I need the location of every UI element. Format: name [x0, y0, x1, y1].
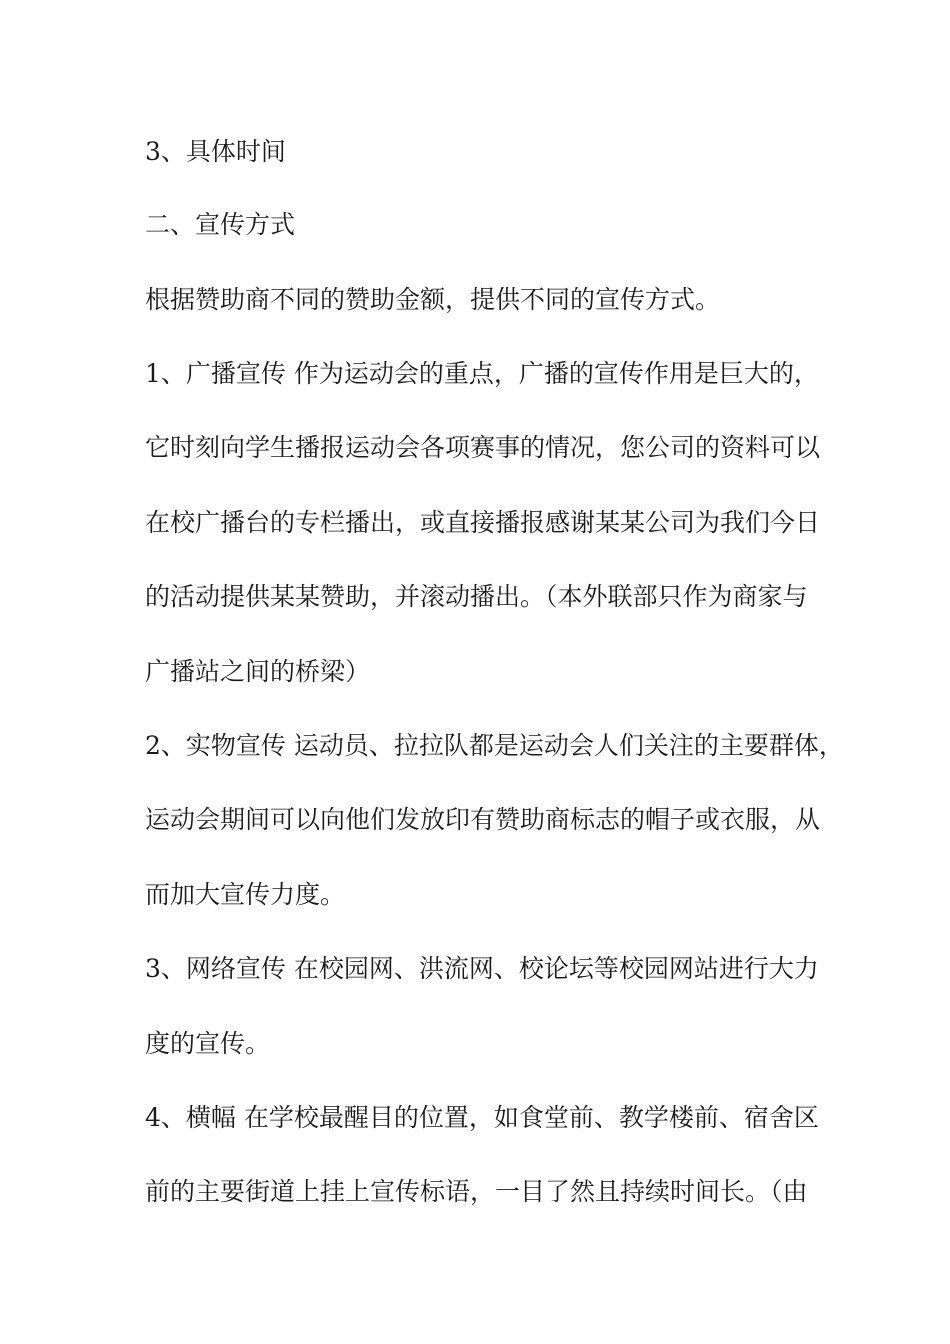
- paragraph-line: 而加大宣传力度。: [145, 880, 346, 909]
- paragraph-line: 的活动提供某某赞助，并滚动播出。（本外联部只作为商家与: [145, 582, 808, 611]
- paragraph-line: 它时刻向学生播报运动会各项赛事的情况，您公司的资料可以: [145, 433, 821, 462]
- section-heading-time: 3、具体时间: [145, 137, 286, 166]
- list-item-broadcast: 1、广播宣传 作为运动会的重点，广播的宣传作用是巨大的，: [145, 359, 819, 388]
- paragraph-line: 度的宣传。: [145, 1029, 271, 1058]
- paragraph-line: 运动会期间可以向他们发放印有赞助商标志的帽子或衣服，从: [145, 805, 821, 834]
- list-item-physical: 2、实物宣传 运动员、拉拉队都是运动会人们关注的主要群体，: [145, 731, 844, 760]
- list-item-network: 3、网络宣传 在校园网、洪流网、校论坛等校园网站进行大力: [145, 954, 819, 983]
- paragraph-line: 在校广播台的专栏播出，或直接播报感谢某某公司为我们今日: [145, 508, 821, 537]
- paragraph-line: 根据赞助商不同的赞助金额，提供不同的宣传方式。: [145, 285, 721, 314]
- paragraph-line: 广播站之间的桥梁）: [145, 657, 371, 686]
- list-item-banner: 4、横幅 在学校最醒目的位置，如食堂前、教学楼前、宿舍区: [145, 1103, 819, 1132]
- section-heading-publicity: 二、宣传方式: [145, 210, 296, 239]
- paragraph-line: 前的主要街道上挂上宣传标语，一目了然且持续时间长。（由: [145, 1177, 808, 1206]
